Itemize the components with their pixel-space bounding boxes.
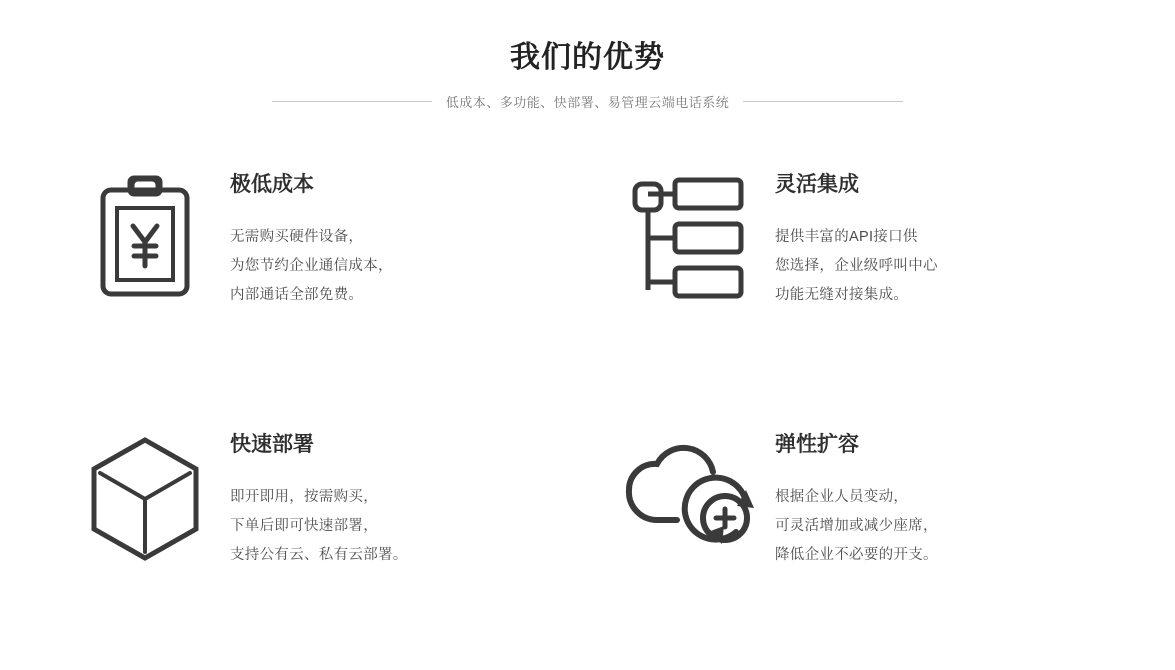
feature-line: 降低企业不必要的开支。 — [775, 547, 938, 564]
feature-title: 弹性扩容 — [775, 433, 859, 456]
feature-title: 快速部署 — [230, 433, 314, 456]
feature-text-deploy — [230, 410, 408, 570]
page-subtitle: 低成本、多功能、快部署、易管理云端电话系统 — [445, 95, 730, 110]
feature-item-scaling — [605, 410, 1120, 670]
feature-line: 根据企业人员变动， — [775, 489, 909, 506]
divider-left — [272, 101, 432, 102]
feature-item-integration — [605, 150, 1120, 410]
feature-line: 内部通话全部免费。 — [230, 287, 364, 304]
feature-title: 灵活集成 — [775, 173, 859, 196]
feature-item-cost — [60, 150, 575, 410]
org-chart-icon — [605, 150, 775, 307]
feature-text-cost — [230, 150, 393, 310]
page-title: 我们的优势 — [510, 41, 665, 74]
clipboard-yuan-icon — [60, 150, 230, 307]
page-subtitle-row — [0, 92, 1175, 111]
feature-title: 极低成本 — [230, 173, 314, 196]
feature-item-deploy — [60, 410, 575, 670]
page-header — [0, 0, 1175, 111]
feature-line: 功能无缝对接集成。 — [775, 287, 909, 304]
feature-line: 下单后即可快速部署， — [230, 518, 378, 535]
cloud-scale-plus-icon — [605, 410, 775, 567]
feature-line: 提供丰富的API接口供 — [775, 229, 918, 246]
divider-right — [743, 101, 903, 102]
feature-grid — [60, 150, 1120, 670]
feature-line: 您选择，企业级呼叫中心 — [775, 258, 938, 275]
feature-text-integration — [775, 150, 938, 310]
feature-line: 无需购买硬件设备， — [230, 229, 364, 246]
hexagon-cube-icon — [60, 410, 230, 567]
feature-line: 即开即用，按需购买， — [230, 489, 378, 506]
feature-text-scaling — [775, 410, 938, 570]
feature-line: 可灵活增加或减少座席， — [775, 518, 938, 535]
feature-line: 为您节约企业通信成本， — [230, 258, 393, 275]
feature-line: 支持公有云、私有云部署。 — [230, 547, 408, 564]
